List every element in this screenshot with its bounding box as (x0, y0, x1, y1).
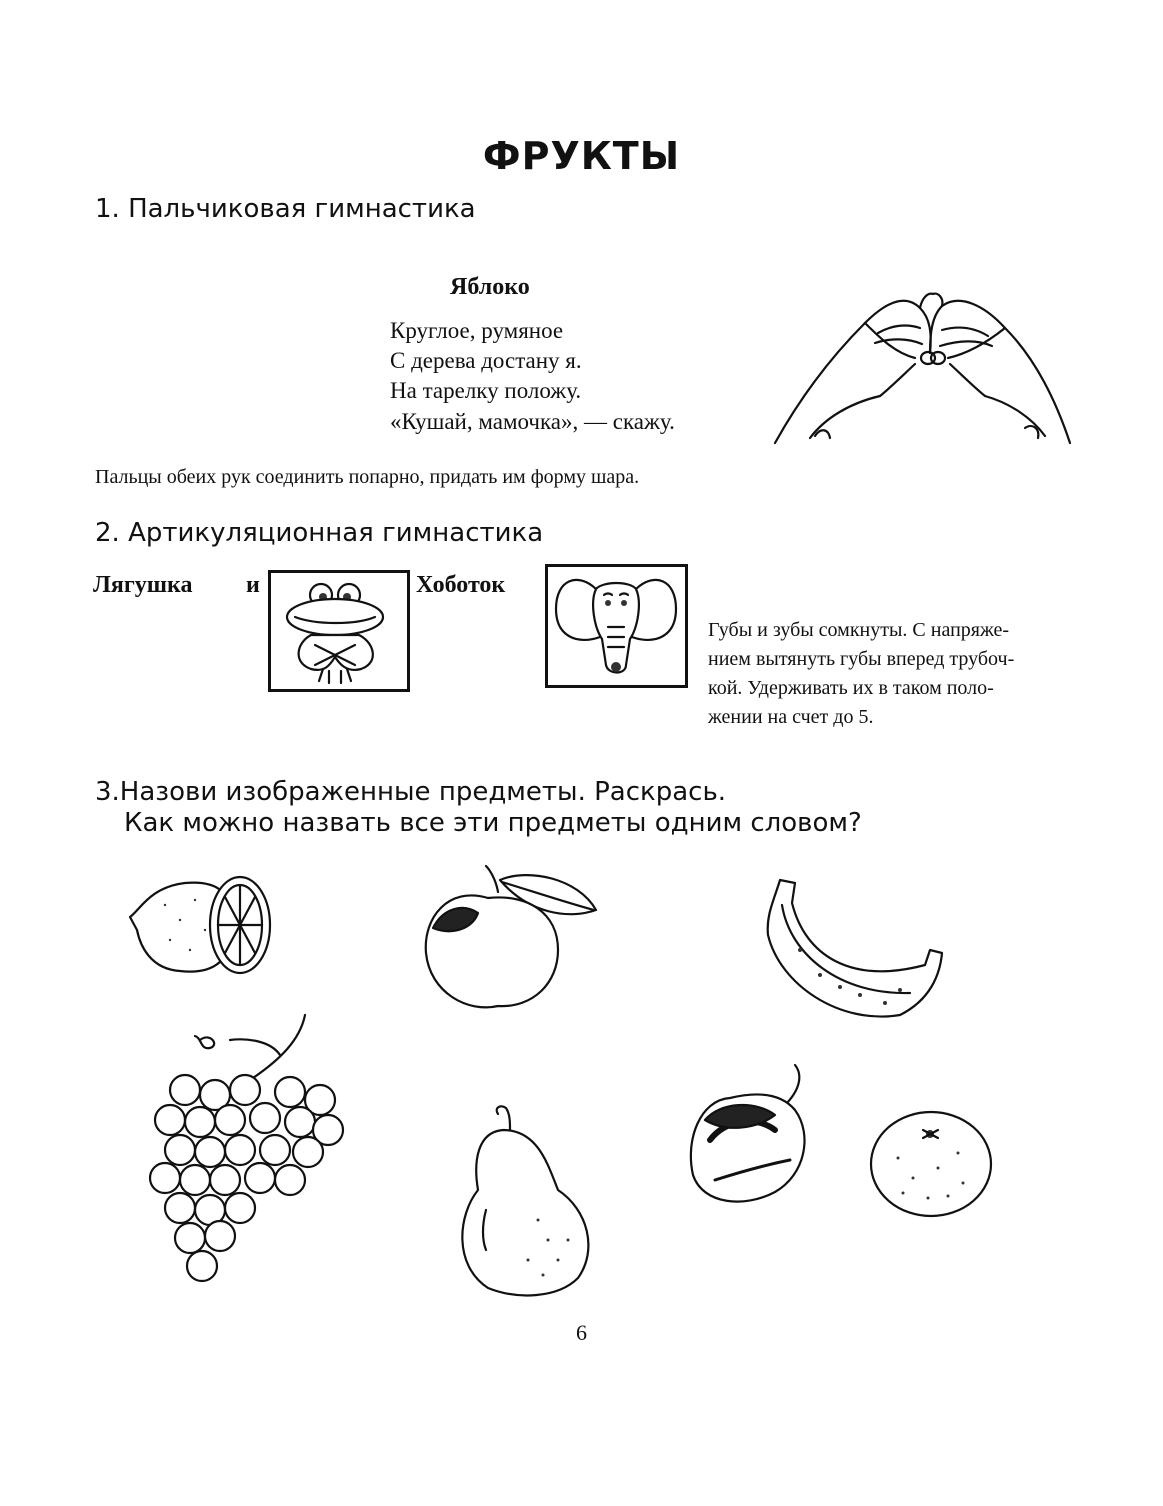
elephant-picture-frame (545, 564, 688, 688)
plum-icon (685, 1060, 815, 1210)
apple-icon (418, 858, 608, 1018)
page-number: 6 (576, 1320, 587, 1345)
description-line: нием вытянуть губы вперед трубоч- (708, 648, 1015, 670)
orange-icon (868, 1108, 998, 1220)
lemon-icon (125, 865, 275, 985)
trunk-exercise-description (708, 616, 1070, 732)
frog-label: Лягушка (93, 572, 193, 598)
poem-title: Яблоко (450, 274, 530, 300)
grapes-icon (140, 1010, 360, 1300)
description-line: жении на счет до 5. (708, 706, 874, 728)
and-label: и (246, 572, 260, 598)
finger-instruction: Пальцы обеих рук соединить попарно, придать им форму шара. (95, 466, 640, 488)
poem-line: На тарелку положу. (390, 378, 582, 403)
description-line: кой. Удерживать их в таком поло- (708, 677, 994, 699)
section-heading-finger-gymnastics: 1. Пальчиковая гимнастика (95, 194, 476, 224)
poem-line: «Кушай, мамочка», — скажу. (390, 409, 675, 434)
frog-icon (271, 573, 407, 689)
poem-line: С дерева достану я. (390, 348, 582, 373)
trunk-label: Хоботок (416, 572, 506, 598)
frog-picture-frame (268, 570, 410, 692)
hands-illustration (770, 278, 1075, 448)
section-heading-name-items: 3.Назови изображенные предметы. Раскрась. (95, 777, 727, 807)
section-heading-name-items-line2: Как можно назвать все эти предметы одним словом? (124, 808, 862, 838)
poem-line: Круглое, румяное (390, 318, 564, 343)
elephant-icon (548, 567, 685, 685)
description-line: Губы и зубы сомкнуты. С напряже- (708, 619, 1010, 641)
page-title: ФРУКТЫ (482, 134, 681, 178)
section-heading-articulation: 2. Артикуляционная гимнастика (95, 518, 544, 548)
pear-icon (448, 1100, 598, 1300)
banana-icon (760, 875, 960, 1025)
